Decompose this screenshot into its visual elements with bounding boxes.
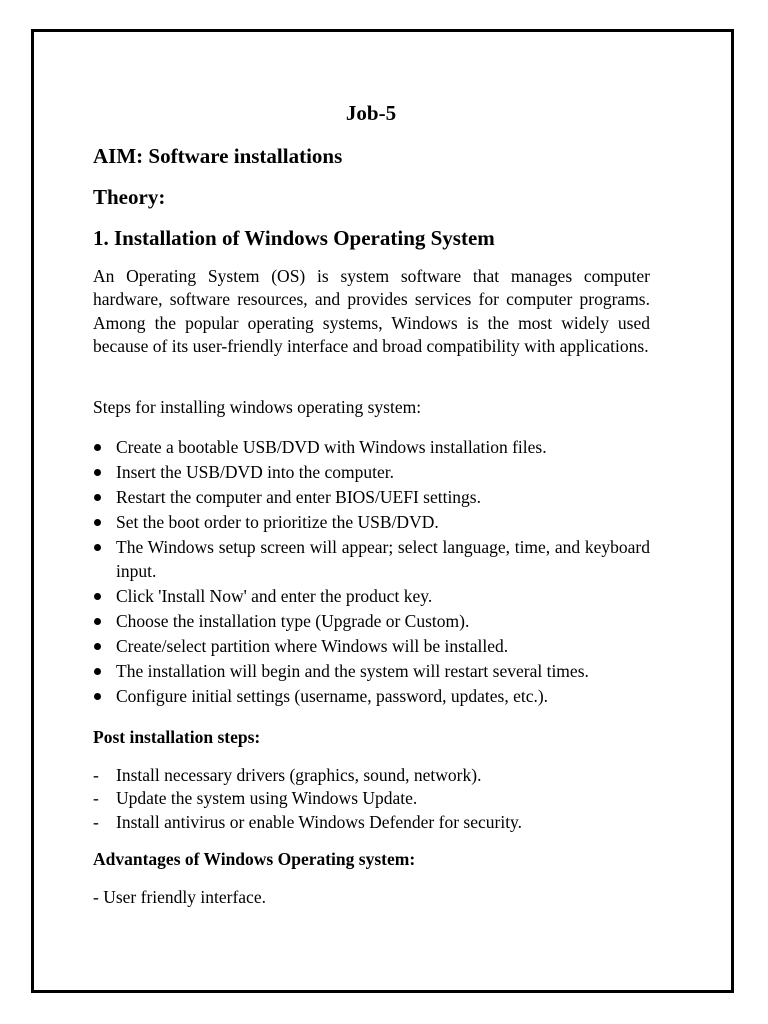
list-item — [93, 660, 650, 683]
post-install-heading: Post installation steps: — [93, 727, 261, 747]
dash-marker: - — [93, 788, 99, 809]
list-item — [93, 486, 650, 509]
list-item — [93, 811, 650, 834]
list-item-text: Restart the computer and enter BIOS/UEFI settings. — [116, 487, 481, 508]
advantages-heading: Advantages of Windows Operating system: — [93, 849, 416, 869]
list-item-text: Create a bootable USB/DVD with Windows installation files. — [116, 437, 547, 457]
list-item-text: Update the system using Windows Update. — [116, 788, 418, 809]
dash-marker: - — [93, 811, 99, 832]
advantage-item: - User friendly interface. — [93, 887, 266, 907]
list-item-text: Insert the USB/DVD into the computer. — [116, 462, 395, 483]
list-item — [93, 635, 650, 658]
list-item-text: Set the boot order to prioritize the USB/DVD. — [116, 512, 439, 533]
list-item — [93, 511, 650, 534]
list-item-text: Install necessary drivers (graphics, sound, network). — [116, 765, 482, 785]
bullet-icon — [94, 444, 101, 451]
list-item-text: Create/select partition where Windows will be installed. — [116, 636, 509, 657]
list-item-text: The installation will begin and the system will restart several times. — [116, 661, 589, 682]
bullet-icon — [94, 693, 101, 700]
bullet-icon — [94, 643, 101, 650]
theory-heading: Theory: — [93, 185, 166, 209]
list-item — [93, 536, 650, 583]
list-item-text: Configure initial settings (username, password, updates, etc.). — [116, 686, 549, 707]
list-item — [93, 461, 650, 484]
list-item — [93, 585, 650, 608]
bullet-icon — [94, 668, 101, 675]
list-item-text: Click 'Install Now' and enter the product key. — [116, 585, 433, 606]
bullet-icon — [94, 494, 101, 501]
bullet-icon — [94, 544, 101, 551]
list-item-text: Install antivirus or enable Windows Defender for security. — [116, 811, 523, 832]
bullet-icon — [94, 593, 101, 600]
list-item — [93, 436, 650, 459]
list-item — [93, 685, 650, 708]
steps-intro: Steps for installing windows operating system: — [93, 397, 422, 417]
bullet-icon — [94, 618, 101, 625]
list-item — [93, 764, 650, 787]
page-title: Job-5 — [345, 101, 397, 125]
bullet-icon — [94, 469, 101, 476]
section-heading: 1. Installation of Windows Operating System — [93, 226, 495, 250]
dash-marker: - — [93, 765, 99, 785]
post-install-list — [93, 764, 650, 834]
install-steps-list — [93, 436, 650, 709]
intro-paragraph: An Operating System (OS) is system software that manages computer hardware, software resources, and provides services for computer programs. Among the popular operating systems, Windows is the most widely used because of its user-friendly interface and broad compatibility with applications. — [93, 266, 650, 357]
aim-heading: AIM: Software installations — [93, 144, 343, 168]
list-item-text: The Windows setup screen will appear; select language, time, and keyboard input. — [116, 537, 650, 581]
bullet-icon — [94, 519, 101, 526]
list-item — [93, 787, 650, 810]
list-item-text: Choose the installation type (Upgrade or Custom). — [116, 610, 470, 631]
list-item — [93, 610, 650, 633]
